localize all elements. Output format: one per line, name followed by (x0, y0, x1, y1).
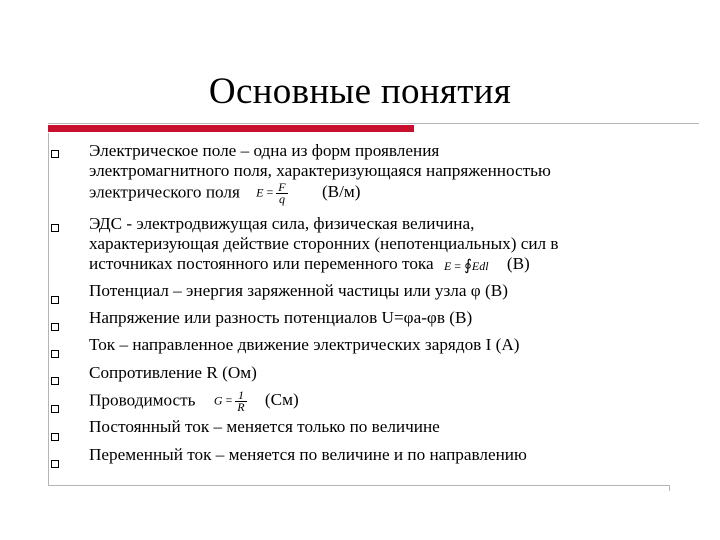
formula-integrand: Edl (471, 258, 489, 273)
title-accent-bar (48, 125, 414, 132)
list-item-alternating-current: Переменный ток – меняется по величине и по направлению (89, 444, 527, 464)
list-item-line (89, 179, 689, 206)
list-item-voltage: Напряжение или разность потенциалов U=φа-φв (В) (89, 308, 473, 328)
corner-tick (669, 485, 670, 491)
formula-denominator: q (278, 191, 285, 206)
unit-label: (См) (264, 390, 299, 410)
slide-title: Основные понятия (208, 71, 512, 112)
formula-lhs: E (256, 184, 264, 199)
hollow-square-bullet-icon (51, 150, 59, 158)
field-strength-formula: E = $\frac{F}{q}$ (256, 179, 286, 206)
list-item-electric-field (89, 141, 689, 206)
hollow-square-bullet-icon (51, 433, 59, 441)
list-item-current: Ток – направленное движение электрических зарядов I (А) (89, 335, 520, 355)
bottom-border-rule (48, 485, 670, 486)
hollow-square-bullet-icon (51, 405, 59, 413)
hollow-square-bullet-icon (51, 350, 59, 358)
title-divider (48, 123, 699, 124)
hollow-square-bullet-icon (51, 323, 59, 331)
emf-formula: E = ∮Edl (443, 257, 489, 274)
list-item-text: электрического поля (89, 182, 240, 202)
list-item-line: электромагнитного поля, характеризующаяся напряженностью (89, 161, 551, 181)
list-item-conductance (89, 387, 689, 414)
formula-numerator: F (278, 179, 286, 194)
formula-denominator: R (237, 399, 245, 414)
list-item-text: источниках постоянного или переменного тока (89, 254, 434, 274)
list-item-direct-current: Постоянный ток – меняется только по величине (89, 417, 440, 437)
formula-lhs: G (213, 393, 223, 408)
list-item-line: характеризующая действие сторонних (непотенциальных) сил в (89, 234, 559, 254)
list-item-resistance: Сопротивление R (Ом) (89, 362, 257, 382)
conductance-formula: G = $\frac{1}{R}$ (213, 387, 245, 414)
unit-label: (В/м) (321, 182, 361, 202)
bullet-list (89, 141, 689, 465)
integral-icon: ∮ (464, 257, 472, 274)
list-item-line (89, 254, 689, 274)
list-item-potential: Потенциал – энергия заряженной частицы или узла φ (В) (89, 280, 508, 300)
hollow-square-bullet-icon (51, 460, 59, 468)
hollow-square-bullet-icon (51, 377, 59, 385)
left-border-rule (48, 133, 49, 486)
unit-label: (В) (506, 254, 530, 274)
list-item-emf (89, 214, 689, 275)
list-item-text: Проводимость (89, 390, 196, 410)
list-item-line: ЭДС - электродвижущая сила, физическая величина, (89, 213, 475, 233)
hollow-square-bullet-icon (51, 224, 59, 232)
formula-lhs: E (443, 258, 452, 273)
list-item-line: Электрическое поле – одна из форм проявления (89, 141, 440, 160)
formula-numerator: 1 (235, 390, 246, 402)
hollow-square-bullet-icon (51, 296, 59, 304)
